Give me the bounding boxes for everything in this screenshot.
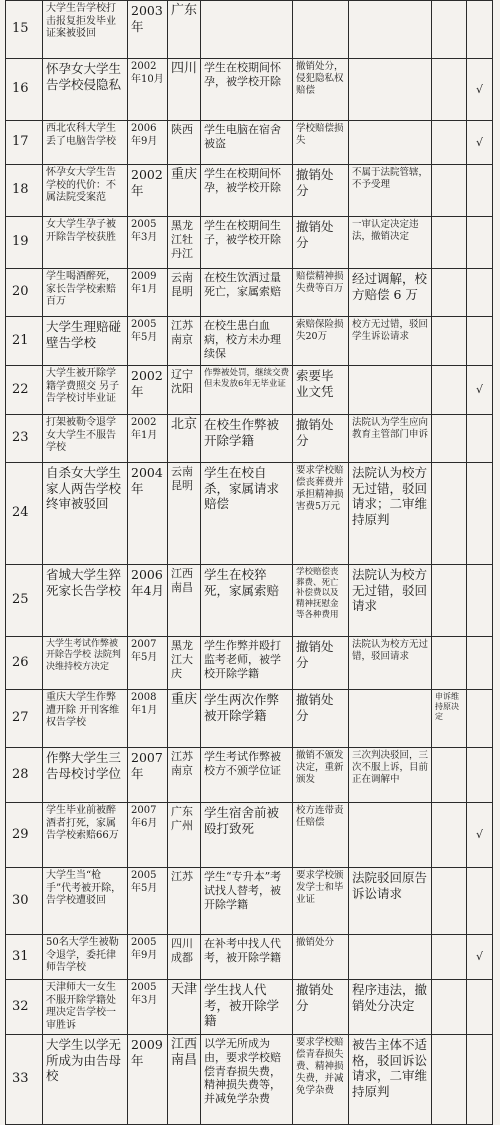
case-title: 学生毕业前被醉酒者打死，家属告学校索赔66万 [43,803,128,868]
check-mark: √ [467,121,493,165]
case-claim: 撤销处分 [293,690,349,748]
case-cause: 学生两次作弊被开除学籍 [201,690,293,748]
case-note [432,935,467,980]
case-result: 法院认为校方无过错，驳回请求 [349,565,432,637]
case-result [349,1,432,59]
row-number: 23 [6,415,43,463]
case-location: 重庆 [168,690,201,748]
check-mark: √ [467,935,493,980]
case-location: 江苏 [168,868,201,935]
case-location: 黑龙江大庆 [168,637,201,690]
case-note [432,803,467,868]
case-note [432,637,467,690]
check-mark [467,637,493,690]
case-claim: 撤销处分 [293,165,349,217]
case-title: 学生喝酒醉死，家长告学校索赔百万 [43,269,128,317]
case-claim: 要求学校赔偿丧葬费并承担精神损害费5万元 [293,463,349,565]
case-result: 一审认定决定违法，撤销决定 [349,217,432,269]
case-result: 被告主体不适格，驳回诉讼请求，二审维持原判 [349,1035,432,1125]
case-cause: 在校生患白血病，校方未办理续保 [201,317,293,366]
case-location: 黑龙江牡丹江 [168,217,201,269]
case-title: 重庆大学生作弊遭开除 开刊客维权告学校 [43,690,128,748]
case-location: 四川 [168,59,201,121]
row-number: 26 [6,637,43,690]
case-result [349,121,432,165]
case-location: 云南昆明 [168,269,201,317]
case-note [432,121,467,165]
case-cause: 学生电脑在宿舍被盗 [201,121,293,165]
row-number: 15 [6,1,43,59]
case-cause [201,1,293,59]
case-result: 经过调解，校方赔偿 6 万 [349,269,432,317]
row-number: 20 [6,269,43,317]
case-date: 2002年 [128,366,168,415]
table-row [6,1035,493,1125]
case-claim: 学校赔偿丧葬费、死亡补偿费以及精神抚慰金等各种费用 [293,565,349,637]
case-cause: 学生考试作弊被校方不颁学位证 [201,748,293,803]
check-mark [467,1035,493,1125]
case-date: 2007年5月 [128,637,168,690]
case-title: 天津师大一女生不服开除学籍处理决定告学校一审胜诉 [43,980,128,1035]
table-row [6,59,493,121]
case-cause: 学生宿舍前被殴打致死 [201,803,293,868]
case-claim: 学校赔偿损失 [293,121,349,165]
case-location: 北京 [168,415,201,463]
check-mark: √ [467,59,493,121]
case-claim: 撤销处分 [293,935,349,980]
case-note [432,59,467,121]
case-result [349,690,432,748]
case-date: 2002年10月 [128,59,168,121]
case-title: 省城大学生猝死家长告学校 [43,565,128,637]
case-result: 法院认为校方无过错，驳回请求 [349,637,432,690]
case-cause: 在补考中找人代考，被开除学籍 [201,935,293,980]
table-row [6,1,493,59]
case-location: 云南昆明 [168,463,201,565]
case-title: 大学生考试作弊被开除告学校 法院判决维持校方决定 [43,637,128,690]
case-title: 大学生告学校打击报复拒发毕业证案被驳回 [43,1,128,59]
case-cause: 学生在校猝死，家属索赔 [201,565,293,637]
case-title: 大学生当“枪手”代考被开除，告学校遭驳回 [43,868,128,935]
case-cause: 学生找人代考，被开除学籍 [201,980,293,1035]
case-note [432,980,467,1035]
case-note [432,415,467,463]
case-claim: 撤销处分 [293,415,349,463]
check-mark [467,463,493,565]
table-row [6,935,493,980]
case-location: 重庆 [168,165,201,217]
case-date: 2005年5月 [128,868,168,935]
case-result [349,366,432,415]
case-title: 自杀女大学生家人两告学校终审被驳回 [43,463,128,565]
case-result: 程序违法，撤销处分决定 [349,980,432,1035]
row-number: 27 [6,690,43,748]
check-mark [467,1,493,59]
check-mark [467,217,493,269]
case-title: 怀孕女大学生告学校的代价：不属法院受案范 [43,165,128,217]
check-mark [467,165,493,217]
row-number: 30 [6,868,43,935]
case-date: 2002年1月 [128,415,168,463]
case-location: 江苏南京 [168,317,201,366]
case-cause: 以学无所成为由，要求学校赔偿青春损失费，精神损失费等，并减免学杂费 [201,1035,293,1125]
case-title: 打架被勒令退学 女大学生不服告学校 [43,415,128,463]
table-row [6,463,493,565]
case-title: 怀孕女大学生告学校侵隐私 [43,59,128,121]
case-title: 女大学生孕子被开除告学校获胜 [43,217,128,269]
case-note [432,748,467,803]
row-number: 25 [6,565,43,637]
row-number: 33 [6,1035,43,1125]
case-claim: 要求学校赔偿青春损失费、精神损失费，并减免学杂费 [293,1035,349,1125]
case-cause: 学生在校期间怀孕，被学校开除 [201,59,293,121]
case-note [432,1,467,59]
table-row [6,565,493,637]
check-mark [467,868,493,935]
case-note [432,269,467,317]
row-number: 31 [6,935,43,980]
case-claim: 索赔保险损失20万 [293,317,349,366]
case-claim: 校方连带责任赔偿 [293,803,349,868]
case-date: 2005年3月 [128,217,168,269]
case-cause: 学生作弊并殴打监考老师，被学校开除学籍 [201,637,293,690]
check-mark [467,980,493,1035]
case-date: 2007年6月 [128,803,168,868]
case-date: 2006年4月 [128,565,168,637]
case-location: 江西南昌 [168,565,201,637]
check-mark: √ [467,366,493,415]
row-number: 22 [6,366,43,415]
case-date: 2006年9月 [128,121,168,165]
case-note [432,868,467,935]
case-claim: 要求学校颁发学士和毕业证 [293,868,349,935]
case-cause: 学生“专升本”考试找人替考，被开除学籍 [201,868,293,935]
check-mark [467,269,493,317]
case-claim [293,1,349,59]
case-note [432,366,467,415]
case-result: 校方无过错，驳回学生诉讼请求 [349,317,432,366]
case-date: 2005年9月 [128,935,168,980]
table-row [6,269,493,317]
row-number: 18 [6,165,43,217]
table-row [6,217,493,269]
row-number: 21 [6,317,43,366]
case-date: 2009年 [128,1035,168,1125]
case-location: 天津 [168,980,201,1035]
case-title: 大学生以学无所成为由告母校 [43,1035,128,1125]
case-claim: 撤销处分 [293,637,349,690]
case-note [432,217,467,269]
case-location: 辽宁沈阳 [168,366,201,415]
case-date: 2007年 [128,748,168,803]
case-claim: 索要毕业文凭 [293,366,349,415]
table-row [6,165,493,217]
case-date: 2008年1月 [128,690,168,748]
case-result [349,59,432,121]
case-location: 四川成都 [168,935,201,980]
case-date: 2002年 [128,165,168,217]
case-location: 广东广州 [168,803,201,868]
table-row [6,366,493,415]
row-number: 29 [6,803,43,868]
case-note [432,165,467,217]
case-note [432,463,467,565]
table-row [6,317,493,366]
case-table [5,0,493,1125]
case-location: 陕西 [168,121,201,165]
case-title: 大学生理赔碰壁告学校 [43,317,128,366]
row-number: 24 [6,463,43,565]
check-mark [467,565,493,637]
case-date: 2005年3月 [128,980,168,1035]
case-note [432,565,467,637]
case-location: 江苏南京 [168,748,201,803]
table-row [6,415,493,463]
case-note: 申诉维持原决定 [432,690,467,748]
check-mark: √ [467,803,493,868]
case-result: 不属于法院管辖，不予受理 [349,165,432,217]
check-mark [467,748,493,803]
table-row [6,980,493,1035]
table-row [6,748,493,803]
case-result: 法院认为校方无过错，驳回请求；二审维持原判 [349,463,432,565]
case-claim: 撤销处分，侵犯隐私权赔偿 [293,59,349,121]
case-cause: 在校生饮酒过量死亡，家属索赔 [201,269,293,317]
table-row [6,803,493,868]
case-date: 2004年 [128,463,168,565]
case-cause: 作弊被处罚，继续交费但未发放6年无毕业证 [201,366,293,415]
case-date: 2003年 [128,1,168,59]
table-row [6,868,493,935]
row-number: 16 [6,59,43,121]
case-title: 作弊大学生三告母校讨学位 [43,748,128,803]
case-result: 法院驳回原告诉讼请求 [349,868,432,935]
table-row [6,690,493,748]
case-date: 2005年5月 [128,317,168,366]
row-number: 28 [6,748,43,803]
case-result [349,935,432,980]
case-title: 大学生被开除学籍学费照交 另子告学校讨毕业证 [43,366,128,415]
case-result: 三次判决驳回，三次不服上诉，目前正在调解中 [349,748,432,803]
case-location: 江西南昌 [168,1035,201,1125]
row-number: 19 [6,217,43,269]
case-title: 50名大学生被勒令退学，委托律师告学校 [43,935,128,980]
table-row [6,637,493,690]
case-claim: 撤销处分 [293,217,349,269]
case-claim: 赔偿精神损失费等百万 [293,269,349,317]
check-mark [467,317,493,366]
row-number: 32 [6,980,43,1035]
case-result: 法院认为学生应向教育主管部门申诉 [349,415,432,463]
case-result [349,803,432,868]
case-cause: 学生在校期间生子，被学校开除 [201,217,293,269]
case-cause: 学生在校期间怀孕，被学校开除 [201,165,293,217]
check-mark [467,690,493,748]
case-note [432,1035,467,1125]
case-claim: 撤销不颁发决定，重新颁发 [293,748,349,803]
case-title: 西北农科大学生丢了电脑告学校 [43,121,128,165]
case-cause: 学生在校自杀，家属请求赔偿 [201,463,293,565]
check-mark [467,415,493,463]
row-number: 17 [6,121,43,165]
case-note [432,317,467,366]
table-row [6,121,493,165]
case-location: 广东 [168,1,201,59]
case-claim: 撤销处分 [293,980,349,1035]
case-cause: 在校生作弊被开除学籍 [201,415,293,463]
case-date: 2009年1月 [128,269,168,317]
